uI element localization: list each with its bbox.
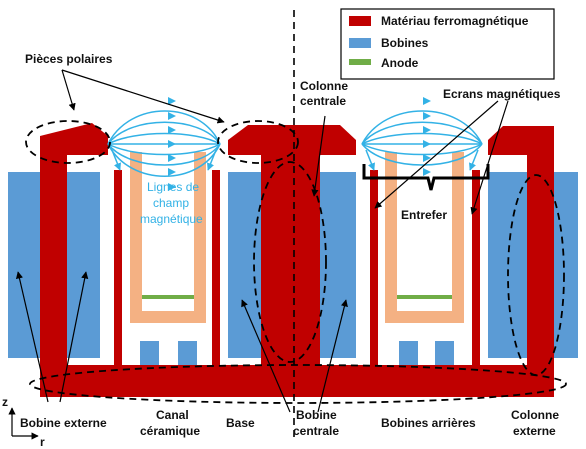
ceramic-channel-right-inner xyxy=(397,152,452,311)
legend-swatch-coils xyxy=(349,38,371,48)
label-outer-column-line2: externe xyxy=(513,424,556,438)
label-central-column-line1: Colonne xyxy=(300,79,348,93)
label-field-lines-line3: magnétique xyxy=(140,212,203,226)
rear-coil xyxy=(399,341,418,365)
axis-r-label: r xyxy=(40,435,45,449)
magnetic-screen xyxy=(212,170,220,366)
rear-coil xyxy=(178,341,197,365)
magnetic-screen xyxy=(114,170,122,366)
rear-coil xyxy=(140,341,159,365)
label-base: Base xyxy=(226,416,255,430)
label-ceramic-channel-line2: céramique xyxy=(140,424,201,438)
label-central-column-line2: centrale xyxy=(300,94,347,108)
label-outer-column-line1: Colonne xyxy=(511,408,559,422)
legend-swatch-anode xyxy=(349,59,371,65)
magnetic-screen xyxy=(472,170,480,366)
rear-coil xyxy=(435,341,454,365)
axis-z-label: z xyxy=(2,395,8,409)
legend xyxy=(341,9,554,79)
central-coil-left xyxy=(228,172,261,358)
central-column xyxy=(261,150,320,366)
legend-label-ferromagnetic: Matériau ferromagnétique xyxy=(381,14,529,28)
label-rear-coils: Bobines arrières xyxy=(381,416,476,430)
magnetic-screen xyxy=(370,170,378,366)
legend-swatch-ferromagnetic xyxy=(349,16,371,26)
anode-right xyxy=(397,295,452,299)
label-central-coil-line2: centrale xyxy=(293,424,340,438)
outer-column-right xyxy=(527,150,554,366)
legend-label-coils: Bobines xyxy=(381,36,429,50)
outer-column-left xyxy=(40,150,67,366)
label-ceramic-channel-line1: Canal xyxy=(156,408,189,422)
label-pole-pieces: Pièces polaires xyxy=(25,52,113,66)
label-magnetic-screens: Ecrans magnétiques xyxy=(443,87,561,101)
anode-left xyxy=(142,295,194,299)
label-gap: Entrefer xyxy=(401,208,448,222)
label-outer-coil: Bobine externe xyxy=(20,416,107,430)
label-field-lines-line2: champ xyxy=(153,196,190,210)
legend-label-anode: Anode xyxy=(381,56,419,70)
label-field-lines-line1: Lignes de xyxy=(147,180,200,194)
label-central-coil-line1: Bobine xyxy=(296,408,337,422)
